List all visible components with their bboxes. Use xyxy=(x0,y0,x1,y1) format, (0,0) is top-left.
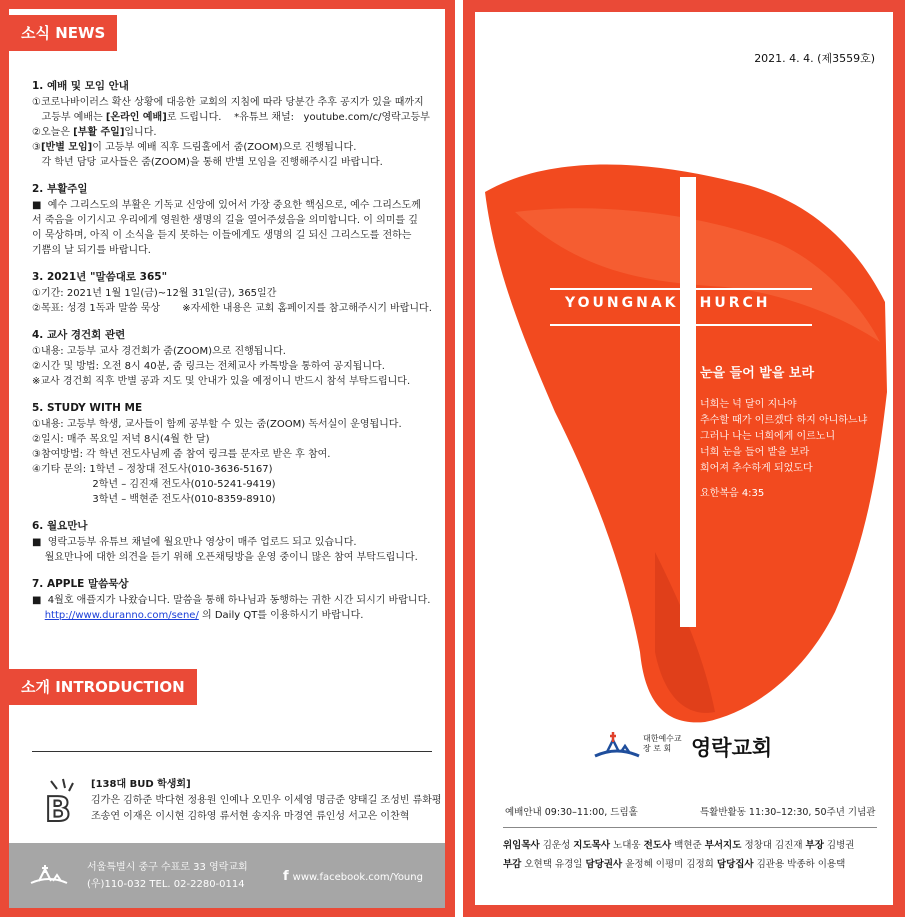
intro-names-line-2: 조송연 이재은 이시현 김하영 류서현 송지유 마경연 류인성 서고은 이찬혁 xyxy=(91,811,410,822)
verse-text xyxy=(700,397,867,477)
news-heading: 3. 2021년 "말씀대로 365" xyxy=(32,271,168,283)
news-line: ■ 영락고등부 유튜브 채널에 월요만나 영상이 매주 업로드 되고 있습니다. xyxy=(32,537,357,548)
news-line: ②시간 및 방법: 오전 8시 40분, 줌 링크는 전체교사 카톡방을 통하여 공지됩니다. xyxy=(32,361,385,372)
news-list xyxy=(32,79,432,635)
news-line: ※교사 경건회 직후 반별 공과 지도 및 안내가 있을 예정이니 반드시 참석 부탁드립니다. xyxy=(32,376,411,387)
verse-line: 추수할 때가 이르겠다 하지 아니하느냐 xyxy=(700,415,868,426)
news-section-5 xyxy=(32,401,432,507)
church-name: YOUNGNAK CHURCH xyxy=(565,295,771,311)
news-line: 월요만나에 대한 의견을 듣기 위해 오픈채팅방을 운영 중이니 많은 참여 부탁드립니다. xyxy=(32,552,418,563)
news-line: ■ 4월호 애플지가 나왔습니다. 말씀을 통해 하나님과 동행하는 귀한 시간 되시기 바랍니다. xyxy=(32,595,431,606)
news-line: 고등부 예배는 [온라인 예배]로 드립니다. *유튜브 채널: youtube.com/c/영락고등부 xyxy=(32,112,430,123)
staff-role: 전도사 xyxy=(643,840,672,851)
facebook-link[interactable]: www.facebook.com/Young xyxy=(292,872,423,883)
intro-names-line-1: 김가은 김하준 박다현 정용원 인예나 오민우 이세영 명금준 양태길 조성빈 류화평 xyxy=(91,795,442,806)
intro-divider xyxy=(32,751,432,752)
news-line: ④기타 문의: 1학년 – 정창대 전도사(010-3636-5167) xyxy=(32,464,273,475)
staff-names: 정창대 김진재 xyxy=(741,840,806,851)
news-line: ②일시: 매주 목요일 저녁 8시(4월 한 달) xyxy=(32,434,210,445)
news-section-1 xyxy=(32,79,432,170)
church-emblem-icon xyxy=(593,730,641,760)
news-line: 서 죽음을 이기시고 우리에게 영원한 생명의 길을 열어주셨음을 의미합니다. 이 의미를 깊 xyxy=(32,215,418,226)
church-korean-name: 영락교회 xyxy=(691,736,773,760)
svg-text:B: B xyxy=(45,790,71,825)
cover-content xyxy=(475,12,893,905)
news-section-4 xyxy=(32,328,432,389)
news-line: 각 학년 담당 교사들은 줌(ZOOM)을 통해 반별 모임을 진행해주시길 바랍니다. xyxy=(32,157,383,168)
staff-names: 김운성 xyxy=(539,840,574,851)
staff-names: 김관용 박종하 이용택 xyxy=(753,859,846,870)
church-logo-icon xyxy=(27,861,71,889)
staff-list xyxy=(503,836,883,874)
news-heading: 5. STUDY WITH ME xyxy=(32,402,143,414)
news-section-3 xyxy=(32,270,432,316)
staff-divider xyxy=(503,827,877,828)
staff-role: 부서지도 xyxy=(704,840,742,851)
staff-names: 노대웅 xyxy=(610,840,644,851)
bud-logo-icon xyxy=(37,775,85,825)
staff-role: 지도목사 xyxy=(573,840,611,851)
verse-line: 너희는 넉 달이 지나야 xyxy=(700,399,797,410)
staff-names: 김병권 xyxy=(823,840,855,851)
news-line: 이 묵상하며, 아직 이 소식을 듣지 못하는 이들에게도 생명의 길 되신 그리스도를 전하는 xyxy=(32,230,412,241)
footer-facebook[interactable] xyxy=(283,869,423,884)
staff-names: 오현택 유경일 xyxy=(521,859,586,870)
news-heading: 1. 예배 및 모임 안내 xyxy=(32,80,129,92)
news-line: 기쁨의 날 되기를 바랍니다. xyxy=(32,245,151,256)
news-heading: 4. 교사 경건회 관련 xyxy=(32,329,126,341)
news-section-2 xyxy=(32,182,432,258)
staff-row-1 xyxy=(503,836,883,855)
denomination-line-2: 장 로 회 xyxy=(643,744,672,753)
right-page xyxy=(463,0,905,917)
denomination-line-1: 대한예수교 xyxy=(643,734,682,743)
staff-names: 백현준 xyxy=(671,840,705,851)
footer-address-block xyxy=(87,859,248,893)
staff-role: 부감 xyxy=(503,859,522,870)
news-line: 3학년 – 백현준 전도사(010-8359-8910) xyxy=(32,494,276,505)
footer-bar xyxy=(9,843,445,908)
news-line: http://www.duranno.com/sene/ 의 Daily QT를 이용하시기 바랍니다. xyxy=(44,610,364,621)
news-line: ②오늘은 [부활 주일]입니다. xyxy=(32,127,157,138)
news-line: 2학년 – 김진재 전도사(010-5241-9419) xyxy=(32,479,276,490)
news-title: 소식 NEWS xyxy=(9,15,117,51)
staff-role: 위임목사 xyxy=(503,840,540,851)
intro-heading: [138대 BUD 학생회] xyxy=(91,779,191,790)
news-line: ①내용: 고등부 학생, 교사들이 함께 공부할 수 있는 줌(ZOOM) 독서실이 운영됩니다. xyxy=(32,419,402,430)
left-page-content xyxy=(9,9,445,908)
footer-postal: (우)110-032 TEL. 02-2280-0114 xyxy=(87,879,245,890)
news-heading: 7. APPLE 말씀묵상 xyxy=(32,578,129,590)
news-line: ③[반별 모임]이 고등부 예배 직후 드림홀에서 줌(ZOOM)으로 진행됩니다. xyxy=(32,142,357,153)
staff-role: 담당권사 xyxy=(585,859,623,870)
verse-line: 너희 눈을 들어 밭을 보라 xyxy=(700,447,810,458)
verse-line: 희어져 추수하게 되었도다 xyxy=(700,463,813,474)
verse-line: 그러나 나는 너희에게 이르노니 xyxy=(700,431,836,442)
staff-role: 담당집사 xyxy=(716,859,754,870)
intro-title: 소개 INTRODUCTION xyxy=(9,669,197,705)
news-line: ①내용: 고등부 교사 경건회가 줌(ZOOM)으로 진행됩니다. xyxy=(32,346,286,357)
footer-address: 서울특별시 중구 수표로 33 영락교회 xyxy=(87,862,248,873)
worship-info: 예배안내 09:30–11:00, 드림홀 xyxy=(505,807,638,818)
issue-date: 2021. 4. 4. (제3559호) xyxy=(754,52,875,65)
verse-reference: 요한복음 4:35 xyxy=(700,488,765,499)
staff-row-2 xyxy=(503,855,883,874)
denomination-label xyxy=(643,734,682,754)
verse-title: 눈을 들어 밭을 보라 xyxy=(700,366,815,381)
news-heading: 6. 월요만나 xyxy=(32,520,88,532)
special-activity-info: 특활반활동 11:30–12:30, 50주년 기념관 xyxy=(700,807,876,818)
news-line: ①기간: 2021년 1월 1일(금)~12월 31일(금), 365일간 xyxy=(32,288,277,299)
staff-role: 부장 xyxy=(805,840,824,851)
qt-link[interactable]: http://www.duranno.com/sene/ xyxy=(44,610,199,621)
news-line: ■ 예수 그리스도의 부활은 기독교 신앙에 있어서 가장 중요한 핵심으로, 예수 그리스도께 xyxy=(32,200,421,211)
news-section-6 xyxy=(32,519,432,565)
news-line: ①코로나바이러스 확산 상황에 대응한 교회의 지침에 따라 당분간 추후 공지가 있을 때까지 xyxy=(32,97,424,108)
news-line: ③참여방법: 각 학년 전도사님께 줌 참여 링크를 문자로 받은 후 참여. xyxy=(32,449,331,460)
staff-names: 윤정혜 이평미 김정희 xyxy=(622,859,717,870)
news-heading: 2. 부활주일 xyxy=(32,183,88,195)
intro-content xyxy=(91,777,442,825)
facebook-icon: f xyxy=(283,869,289,884)
news-section-7 xyxy=(32,577,432,623)
news-line: ②목표: 성경 1독과 말씀 묵상 ※자세한 내용은 교회 홈페이지를 참고해주시기 바랍니다. xyxy=(32,303,432,314)
